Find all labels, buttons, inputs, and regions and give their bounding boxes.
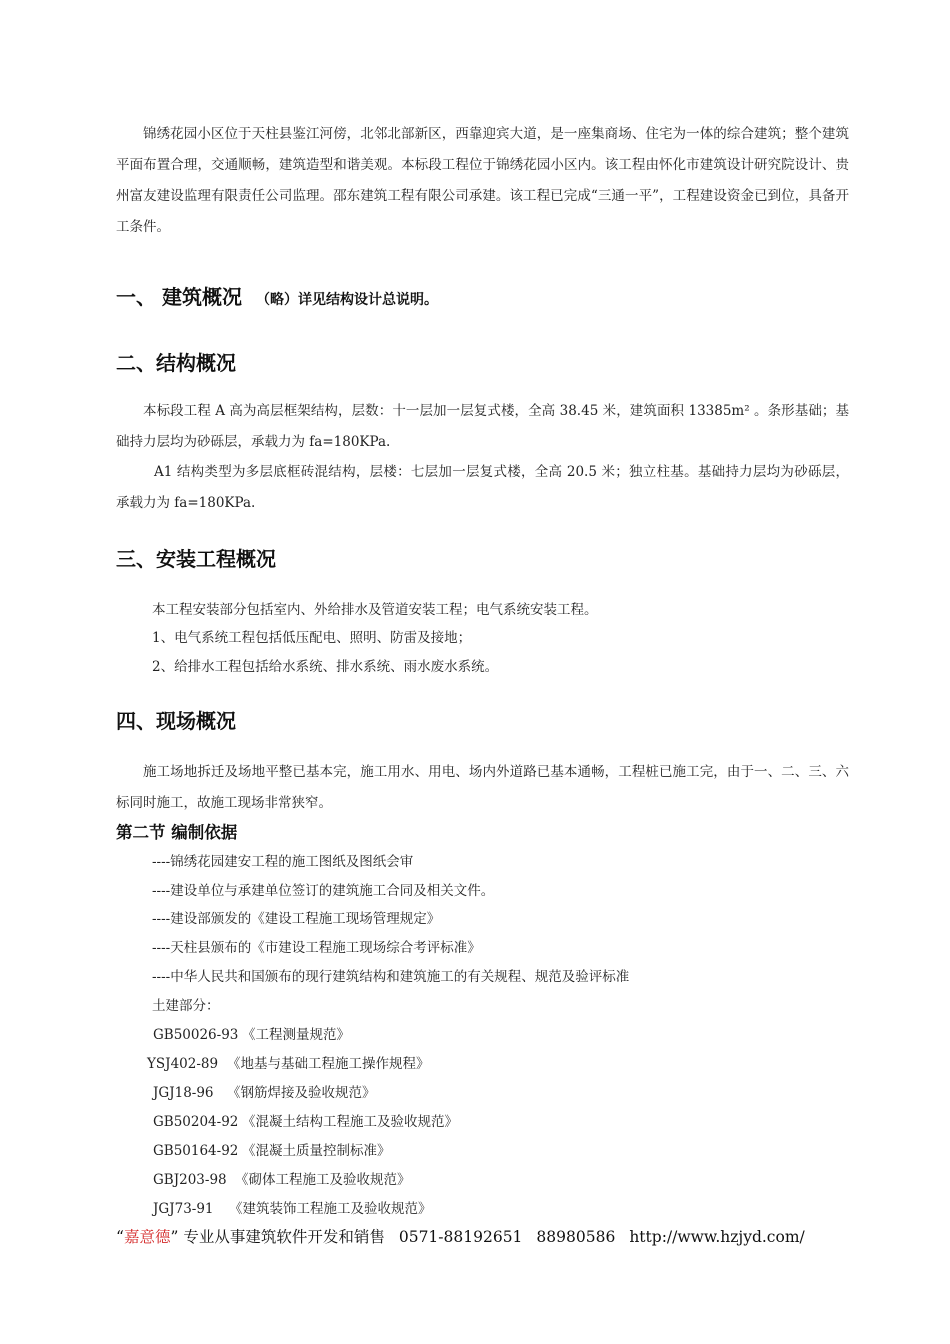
footer-url[interactable]: http://www.hzjyd.com/	[629, 1228, 805, 1246]
section-number: 一、	[116, 285, 156, 309]
standard-code: YSJ402-89	[147, 1056, 219, 1072]
standard-code: GBJ203-98	[153, 1172, 227, 1188]
standard-item	[153, 1168, 411, 1188]
standard-item	[153, 1081, 376, 1101]
section-heading-site: 四、现场概况	[116, 709, 236, 733]
footer-slogan: 专业从事建筑软件开发和销售	[183, 1228, 385, 1246]
section-heading-installation: 三、安装工程概况	[116, 547, 276, 571]
standard-name: 《混凝土质量控制标准》	[242, 1143, 391, 1159]
site-paragraph: 施工场地拆迁及场地平整已基本完，施工用水、用电、场内外道路已基本通畅，工程桩已施工完，由于一、二、三、六标同时施工，故施工现场非常狭窄。	[116, 764, 849, 811]
structure-paragraph-a: 本标段工程 A 高为高层框架结构，层数：十一层加一层复式楼，全高 38.45 米，建筑面积 13385m² 。条形基础；基础持力层均为砂砾层，承载力为 fa=180KPa.	[116, 403, 849, 450]
footer-open-quote: “	[116, 1228, 124, 1246]
section-heading-basis: 第二节 编制依据	[116, 823, 238, 842]
standard-item	[153, 1139, 391, 1159]
civil-label: 土建部分：	[152, 998, 220, 1014]
footer-brand: 嘉意德	[123, 1228, 171, 1246]
standard-code: JGJ18-96	[153, 1085, 214, 1101]
standard-code: GB50026-93	[153, 1027, 239, 1043]
standard-item	[153, 1110, 458, 1130]
section-heading-structure: 二、结构概况	[116, 351, 236, 375]
basis-item: ----建设单位与承建单位签订的建筑施工合同及相关文件。	[152, 883, 495, 899]
section-note: （略）详见结构设计总说明。	[256, 292, 438, 308]
section-heading-building	[116, 281, 438, 310]
basis-item: ----锦绣花园建安工程的施工图纸及图纸会审	[152, 854, 414, 870]
standard-name: 《钢筋焊接及验收规范》	[227, 1085, 376, 1101]
standard-name: 《工程测量规范》	[242, 1027, 350, 1043]
structure-paragraph-a1: A1 结构类型为多层底框砖混结构，层楼：七层加一层复式楼，全高 20.5 米；独立柱基。基础持力层均为砂砾层，承载力为 fa=180KPa.	[116, 464, 849, 511]
installation-line: 2、给排水工程包括给水系统、排水系统、雨水废水系统。	[152, 659, 499, 675]
standard-item	[147, 1052, 430, 1072]
installation-line: 1、电气系统工程包括低压配电、照明、防雷及接地；	[152, 630, 472, 646]
standard-name: 《地基与基础工程施工操作规程》	[227, 1056, 430, 1072]
standard-item	[153, 1023, 350, 1043]
footer-phone-1: 0571-88192651	[398, 1228, 523, 1246]
intro-paragraph: 锦绣花园小区位于天柱县鉴江河傍，北邻北部新区，西靠迎宾大道，是一座集商场、住宅为一体的综合建筑；整个建筑平面布置合理，交通顺畅，建筑造型和谐美观。本标段工程位于锦绣花园小区内。该工程由怀化市建筑设计研究院设计、贵州富友建设监理有限责任公司监理。邵东建筑工程有限公司承建。该工程已完成“三通一平”，工程建设资金已到位，具备开工条件。	[116, 126, 849, 235]
section-title: 建筑概况	[162, 285, 242, 309]
standard-code: GB50164-92	[153, 1143, 239, 1159]
standard-name: 《混凝土结构工程施工及验收规范》	[242, 1114, 458, 1130]
standard-name: 《建筑装饰工程施工及验收规范》	[229, 1201, 432, 1217]
page-footer	[116, 1225, 805, 1247]
footer-close-quote: ”	[170, 1228, 179, 1246]
standard-item	[153, 1197, 432, 1217]
basis-item: ----建设部颁发的《建设工程施工现场管理规定》	[152, 911, 441, 927]
standard-name: 《砌体工程施工及验收规范》	[235, 1172, 411, 1188]
basis-item: ----天柱县颁布的《市建设工程施工现场综合考评标准》	[152, 940, 481, 956]
standard-code: GB50204-92	[153, 1114, 239, 1130]
standard-code: JGJ73-91	[153, 1201, 214, 1217]
basis-item: ----中华人民共和国颁布的现行建筑结构和建筑施工的有关规程、规范及验评标准	[152, 969, 630, 985]
installation-line: 本工程安装部分包括室内、外给排水及管道安装工程；电气系统安装工程。	[152, 602, 598, 618]
footer-phone-2: 88980586	[536, 1228, 616, 1246]
